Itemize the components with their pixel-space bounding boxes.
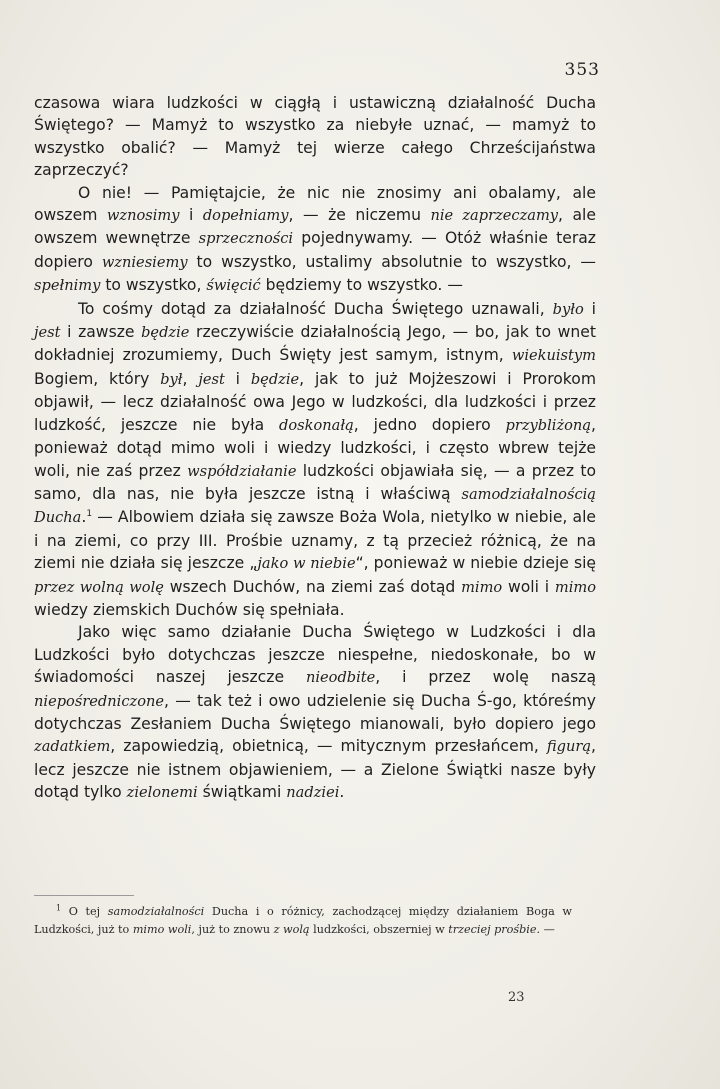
paragraph-3 (34, 298, 596, 622)
text-run: czasowa wiara ludzkości w ciągłą i ustawiczną działalność Ducha Świętego? — Mamyż to wszystko za niebyłe uznać, — mamyż to wszystko obalić? — Mamyż tej wierze całego Chrześcijaństwa zaprzeczyć? (34, 94, 596, 180)
emphasis: mimo (461, 578, 503, 596)
emphasis: mimo woli (132, 922, 192, 936)
emphasis: przez wolną wolę (34, 578, 164, 596)
emphasis: było (552, 300, 584, 318)
text-run: ludzkości, obszerniej w (309, 922, 449, 936)
text-run: wszech Duchów, na ziemi zaś dotąd (163, 577, 462, 596)
text-run: Jako więc samo działanie Ducha Świętego w Ludzkości i dla Ludzkości było dotychczas jeszcze niespełne, niedoskonałe, bo w świadomości naszej jeszcze (34, 623, 596, 687)
text-run: To cośmy dotąd za działalność Ducha Świętego uznawali, (78, 299, 553, 318)
text-run: . (339, 783, 345, 802)
emphasis: sprzeczności (198, 230, 294, 248)
footnote-divider (34, 895, 134, 896)
text-run: i (179, 206, 203, 225)
emphasis: doskonałą (279, 416, 354, 434)
emphasis: z wolą (273, 922, 310, 936)
emphasis: wiekuistym (511, 347, 596, 365)
text-run: ludzkości objawiała się, — a przez to samo, dla nas, nie była jeszcze istną i właściwą (34, 461, 596, 503)
paragraph-4 (34, 621, 596, 804)
text-run: , zapowiedzią, obietnicą, — mitycznym przesłańcem, (110, 737, 547, 756)
text-run: , ale owszem wewnętrze (34, 206, 596, 248)
text-run: , ponieważ dotąd mimo woli i wiedzy ludzkości, i często wbrew tejże woli, nie zaś przez (34, 415, 597, 480)
text-run: rzeczywiście działalnością Jego, — bo, jak to wnet dokładniej zrozumiemy, Duch Święty jest samym, istnym, (34, 323, 596, 365)
text-run: wiedzy ziemskich Duchów się spełniała. (34, 600, 345, 619)
emphasis: święcić (206, 277, 261, 295)
emphasis: nadziei (286, 784, 340, 802)
text-run: , (182, 369, 199, 388)
emphasis: wznosimy (106, 207, 180, 225)
text-run: — Albowiem działa się zawsze Boża Wola, nietylko w niebie, ale i na ziemi, co przy III. Prośbie uznamy, z tą przecież różnicą, że na ziemi nie działa się jeszcze „ (34, 508, 596, 573)
text-run: , i przez wolę naszą (375, 668, 596, 687)
page-number: 353 (564, 60, 600, 80)
footnote-marker: 1 (56, 903, 62, 913)
text-run: świątkami (197, 783, 287, 802)
text-run: woli i (502, 577, 555, 596)
text-run: i zawsze (60, 323, 142, 342)
emphasis: samodziałalności (107, 905, 205, 918)
emphasis: jest (34, 324, 61, 342)
emphasis: samodziałalnością Ducha (34, 485, 596, 527)
emphasis: figurą (546, 738, 592, 756)
emphasis: mimo (554, 578, 596, 596)
emphasis: spełnimy (34, 277, 101, 295)
emphasis: trzeciej prośbie (448, 922, 537, 936)
emphasis: nie zaprzeczamy (430, 207, 559, 225)
emphasis: nieodbite (305, 669, 376, 687)
paragraph-2 (34, 182, 596, 298)
text-run: “, ponieważ w niebie dzieje się (355, 554, 597, 573)
text-run: , jedno dopiero (353, 415, 506, 434)
text-run: , — tak też i owo udzielenie się Ducha Ś-go, któreśmy dotychczas Zesłaniem Ducha Świętego mianowali, było dopiero jego (34, 691, 596, 733)
body-text (34, 92, 596, 805)
emphasis: był (160, 370, 183, 388)
text-run: O nie! — Pamiętajcie, że nic nie znosimy ani obalamy, ale owszem (34, 183, 596, 225)
signature-mark: 23 (508, 990, 525, 1005)
text-run: , lecz jeszcze nie istnem objawieniem, — a Zielone Świątki nasze były dotąd tylko (34, 737, 596, 802)
emphasis: jako w niebie (257, 555, 356, 573)
text-run: i (583, 299, 596, 318)
text-run: . — (536, 922, 555, 936)
emphasis: będzie (250, 370, 300, 388)
emphasis: wzniesiemy (101, 253, 188, 271)
text-run: to wszystko, ustalimy absolutnie to wszystko, — (187, 252, 596, 271)
emphasis: zadatkiem (34, 738, 111, 756)
text-run: to wszystko, (100, 276, 207, 295)
text-run: O tej (61, 905, 108, 918)
text-run: będziemy to wszystko. — (260, 276, 463, 295)
text-run: , — że niczemu (288, 206, 431, 225)
footnote-text (34, 903, 572, 939)
text-run: Ducha i o różnicy, zachodzącej między działaniem Boga w Ludzkości, już to (34, 905, 572, 936)
text-run: , jak to już Mojżeszowi i Prorokom objawił, — lecz działalność owa Jego w ludzkości, dla ludzkości i przez ludzkość, jeszcze nie była (34, 369, 597, 434)
emphasis: niepośredniczone (34, 692, 165, 710)
footnote-marker: 1 (86, 509, 93, 520)
emphasis: dopełniamy (202, 207, 289, 225)
text-run: . (81, 508, 87, 527)
footnote (34, 903, 572, 939)
text-run: Bogiem, który (34, 369, 161, 388)
emphasis: jest (198, 370, 225, 388)
emphasis: przybliżoną (505, 416, 592, 434)
emphasis: zielonemi (126, 784, 198, 802)
emphasis: współdziałanie (187, 462, 297, 480)
emphasis: będzie (141, 324, 190, 342)
text-run: i (224, 369, 251, 388)
text-run: pojednywamy. — Otóż właśnie teraz dopiero (34, 229, 596, 271)
text-run: , już to znowu (191, 922, 274, 936)
paragraph-1 (34, 92, 596, 182)
